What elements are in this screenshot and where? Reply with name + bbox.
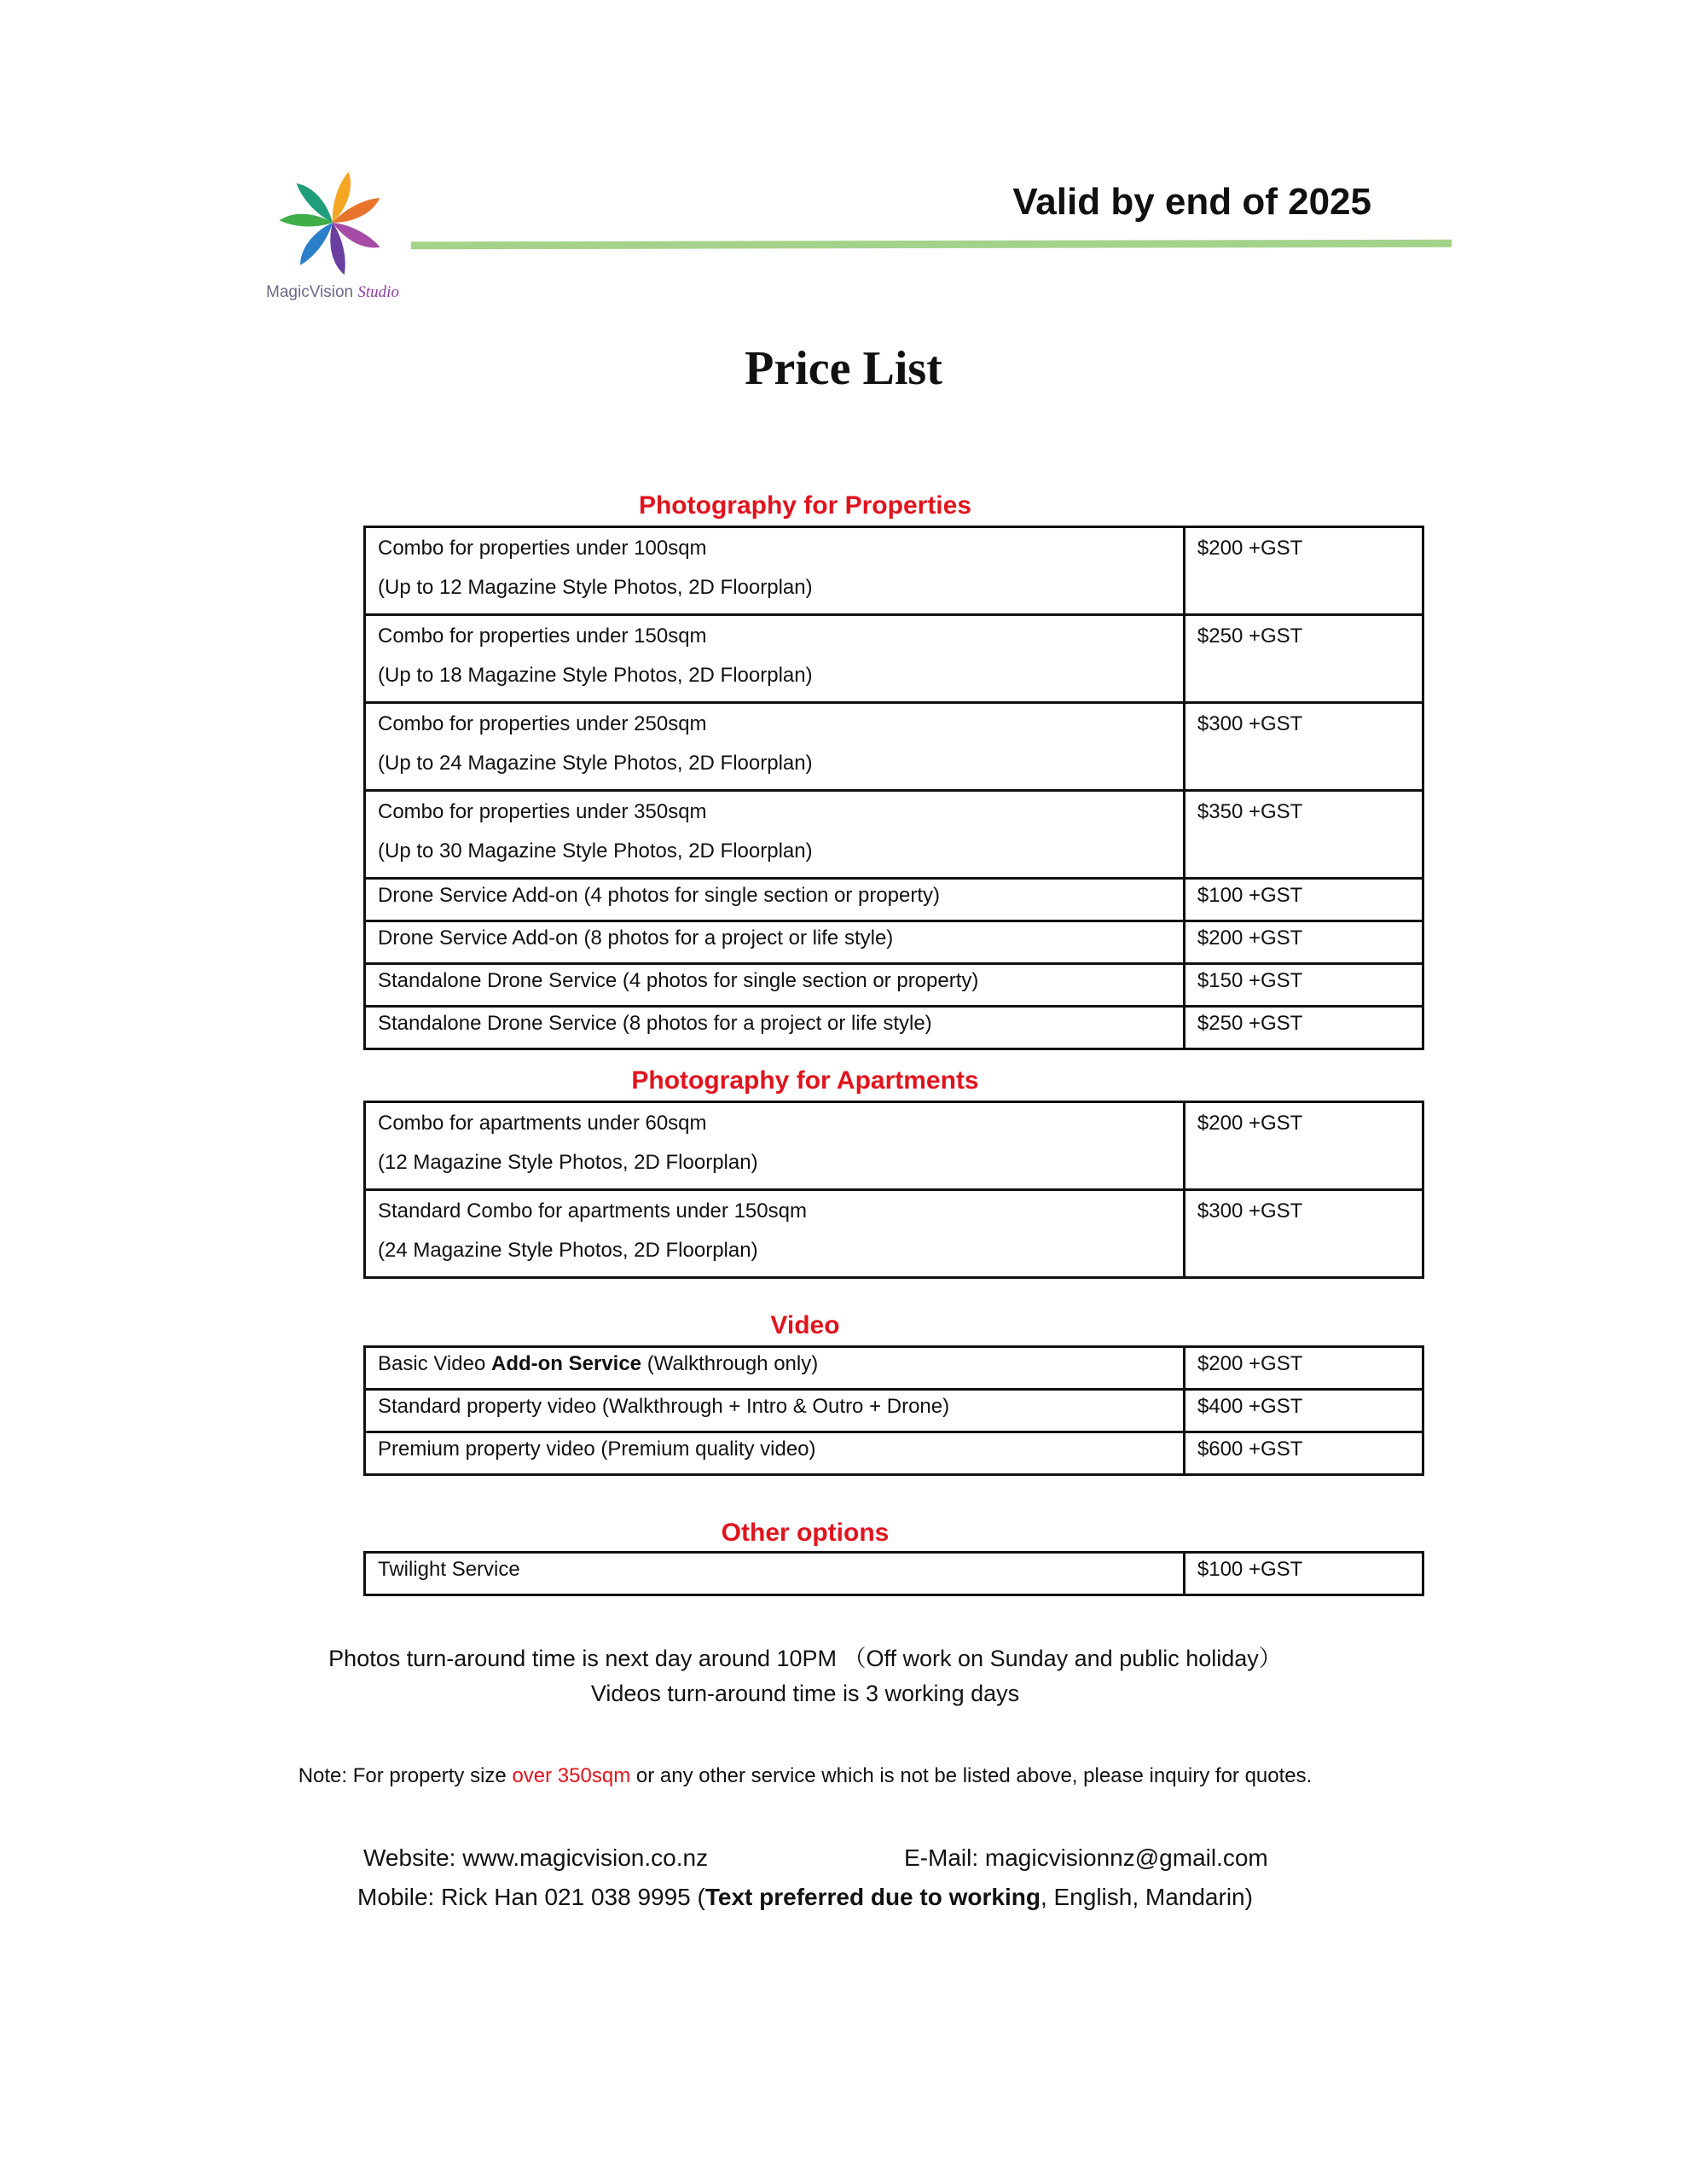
item-description: Combo for properties under 350sqm (Up to 30 Magazine Style Photos, 2D Floorplan): [365, 791, 1185, 879]
item-price: $600 +GST: [1184, 1432, 1423, 1475]
item-description: Drone Service Add-on (4 photos for single section or property): [365, 879, 1185, 921]
table-row: [365, 703, 1423, 791]
table-row: [365, 1432, 1423, 1475]
table-row: [365, 1390, 1423, 1432]
validity-heading: Valid by end of 2025: [1012, 181, 1371, 223]
item-price: $400 +GST: [1184, 1390, 1423, 1432]
price-table-apartments: [363, 1101, 1424, 1279]
table-row: [365, 791, 1423, 879]
item-price: $100 +GST: [1184, 1553, 1423, 1595]
item-description: Premium property video (Premium quality video): [365, 1432, 1185, 1475]
item-price: $300 +GST: [1184, 1190, 1423, 1278]
mobile-contact: Mobile: Rick Han 021 038 9995 (Text preferred due to working, English, Mandarin): [357, 1884, 1253, 1910]
table-row: [365, 879, 1423, 921]
table-row: [365, 1102, 1423, 1190]
table-row: [365, 1190, 1423, 1278]
table-row: [365, 921, 1423, 964]
item-description: Drone Service Add-on (8 photos for a project or life style): [365, 921, 1185, 964]
item-price: $250 +GST: [1184, 615, 1423, 703]
table-row: [365, 1007, 1423, 1049]
section-title-video: Video: [770, 1311, 840, 1339]
item-description: Combo for apartments under 60sqm (12 Magazine Style Photos, 2D Floorplan): [365, 1102, 1185, 1190]
size-highlight: over 350sqm: [512, 1764, 631, 1787]
header-divider: [411, 240, 1452, 250]
item-description: Standard property video (Walkthrough + Intro & Outro + Drone): [365, 1390, 1185, 1432]
section-title-apartments: Photography for Apartments: [631, 1066, 979, 1095]
item-price: $350 +GST: [1184, 791, 1423, 879]
item-description: Combo for properties under 250sqm (Up to 24 Magazine Style Photos, 2D Floorplan): [365, 703, 1185, 791]
item-description: Basic Video Add-on Service (Walkthrough only): [365, 1347, 1185, 1390]
logo-sub: Studio: [357, 283, 399, 301]
videos-turnaround: Videos turn-around time is 3 working days: [590, 1681, 1020, 1706]
item-price: $250 +GST: [1184, 1007, 1423, 1049]
item-price: $150 +GST: [1184, 964, 1423, 1007]
table-row: [365, 1347, 1423, 1390]
page-title: Price List: [745, 342, 942, 395]
table-row: [365, 527, 1423, 615]
table-row: [365, 1553, 1423, 1595]
price-table-video: [363, 1345, 1424, 1476]
item-price: $200 +GST: [1184, 1102, 1423, 1190]
item-price: $100 +GST: [1184, 879, 1423, 921]
section-title-properties: Photography for Properties: [638, 491, 972, 520]
company-logo: [247, 167, 418, 321]
item-description: Combo for properties under 150sqm (Up to 18 Magazine Style Photos, 2D Floorplan): [365, 615, 1185, 703]
item-description: Standard Combo for apartments under 150sqm (24 Magazine Style Photos, 2D Floorplan): [365, 1190, 1185, 1278]
item-description: Twilight Service: [365, 1553, 1185, 1595]
pinwheel-logo-icon: [269, 167, 397, 278]
table-row: [365, 964, 1423, 1007]
table-row: [365, 615, 1423, 703]
item-description: Standalone Drone Service (8 photos for a project or life style): [365, 1007, 1185, 1049]
item-price: $300 +GST: [1184, 703, 1423, 791]
email-contact: E-Mail: magicvisionnz@gmail.com: [904, 1844, 1268, 1871]
photos-turnaround: Photos turn-around time is next day around 10PM （Off work on Sunday and public holiday）: [328, 1646, 1282, 1671]
quote-note: Note: For property size over 350sqm or any other service which is not be listed above, please inquiry for quotes.: [298, 1764, 1313, 1787]
item-price: $200 +GST: [1184, 527, 1423, 615]
logo-wordmark: [247, 283, 418, 302]
price-table-properties: [363, 526, 1424, 1050]
item-description: Combo for properties under 100sqm (Up to 12 Magazine Style Photos, 2D Floorplan): [365, 527, 1185, 615]
section-title-other: Other options: [721, 1519, 890, 1547]
logo-name: MagicVision: [266, 283, 354, 301]
item-price: $200 +GST: [1184, 921, 1423, 964]
price-table-other: [363, 1551, 1424, 1596]
website-contact: Website: www.magicvision.co.nz: [363, 1844, 709, 1871]
item-price: $200 +GST: [1184, 1347, 1423, 1390]
item-description: Standalone Drone Service (4 photos for single section or property): [365, 964, 1185, 1007]
